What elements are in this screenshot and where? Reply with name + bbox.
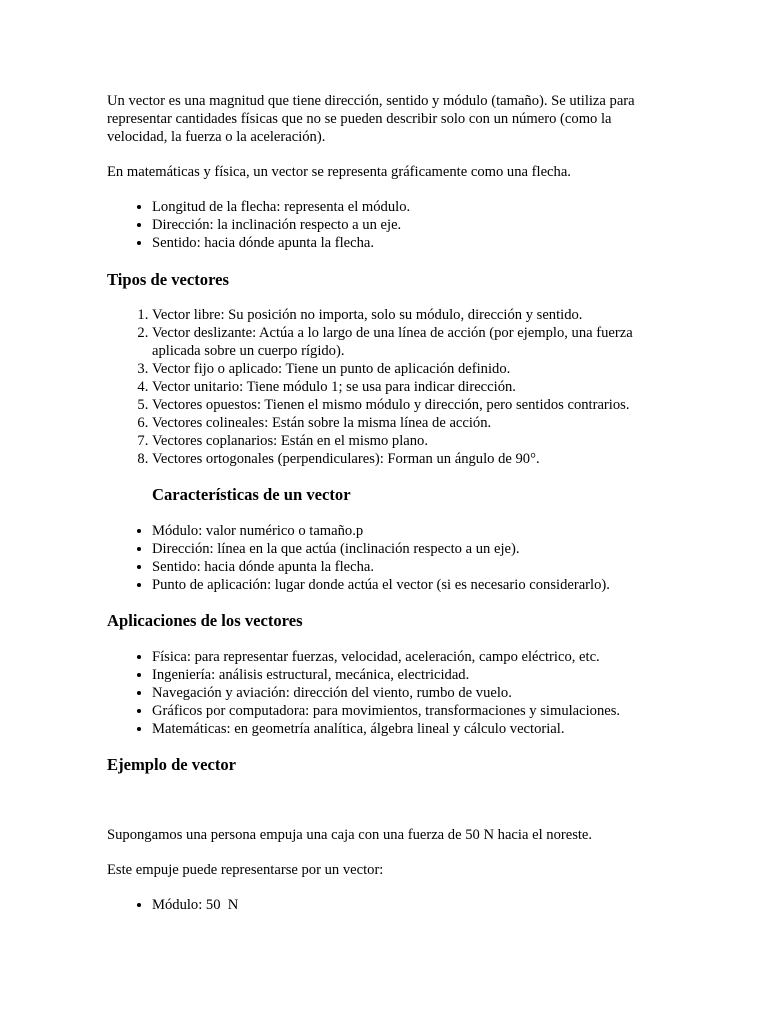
heading-caracteristicas: Características de un vector xyxy=(152,485,351,504)
list-item: • Física: para representar fuerzas, velocidad, aceleración, campo eléctrico, etc. xyxy=(152,648,663,666)
intro-paragraph: Un vector es una magnitud que tiene dirección, sentido y módulo (tamaño). Se utiliza para representar cantidades físicas que no se pueden describir solo con un número (como la velocidad, la fuerza o la aceleración). xyxy=(107,93,635,145)
list-item: 8. Vectores ortogonales (perpendiculares): Forman un ángulo de 90°. xyxy=(152,450,663,468)
ejemplo-list xyxy=(107,896,663,914)
list-item: • Dirección: la inclinación respecto a un eje. xyxy=(152,216,663,234)
intro-arrow-paragraph: En matemáticas y física, un vector se representa gráficamente como una flecha. xyxy=(107,164,571,180)
aplicaciones-list xyxy=(107,648,663,738)
heading-aplicaciones: Aplicaciones de los vectores xyxy=(107,611,303,630)
arrow-properties-list xyxy=(107,198,663,252)
list-item: • Gráficos por computadora: para movimientos, transformaciones y simulaciones. xyxy=(152,702,663,720)
list-item: 6. Vectores colineales: Están sobre la misma línea de acción. xyxy=(152,414,663,432)
ejemplo-representation-paragraph: Este empuje puede representarse por un vector: xyxy=(107,862,384,878)
heading-tipos: Tipos de vectores xyxy=(107,270,229,289)
document-page xyxy=(107,92,663,914)
list-item: 5. Vectores opuestos: Tienen el mismo módulo y dirección, pero sentidos contrarios. xyxy=(152,396,663,414)
list-item: 7. Vectores coplanarios: Están en el mismo plano. xyxy=(152,432,663,450)
list-item: • Sentido: hacia dónde apunta la flecha. xyxy=(152,234,663,252)
list-item: • Módulo: valor numérico o tamaño.p xyxy=(152,522,663,540)
list-item: • Dirección: línea en la que actúa (inclinación respecto a un eje). xyxy=(152,540,663,558)
list-item: • Módulo: 50 N xyxy=(152,896,663,914)
list-item: • Ingeniería: análisis estructural, mecánica, electricidad. xyxy=(152,666,663,684)
heading-ejemplo: Ejemplo de vector xyxy=(107,755,237,774)
list-item: • Navegación y aviación: dirección del viento, rumbo de vuelo. xyxy=(152,684,663,702)
list-item: • Matemáticas: en geometría analítica, álgebra lineal y cálculo vectorial. xyxy=(152,720,663,738)
list-item: • Sentido: hacia dónde apunta la flecha. xyxy=(152,558,663,576)
list-item: 4. Vector unitario: Tiene módulo 1; se usa para indicar dirección. xyxy=(152,378,663,396)
list-item: 1. Vector libre: Su posición no importa, solo su módulo, dirección y sentido. xyxy=(152,306,663,324)
ejemplo-paragraph: Supongamos una persona empuja una caja con una fuerza de 50 N hacia el noreste. xyxy=(107,827,593,843)
list-item: 3. Vector fijo o aplicado: Tiene un punto de aplicación definido. xyxy=(152,360,663,378)
list-item: • Longitud de la flecha: representa el módulo. xyxy=(152,198,663,216)
list-item: 2. Vector deslizante: Actúa a lo largo de una línea de acción (por ejemplo, una fuerza aplicada sobre un cuerpo rígido). xyxy=(152,324,663,360)
list-item: • Punto de aplicación: lugar donde actúa el vector (si es necesario considerarlo). xyxy=(152,576,663,594)
tipos-list xyxy=(107,306,663,468)
caracteristicas-list xyxy=(107,522,663,594)
